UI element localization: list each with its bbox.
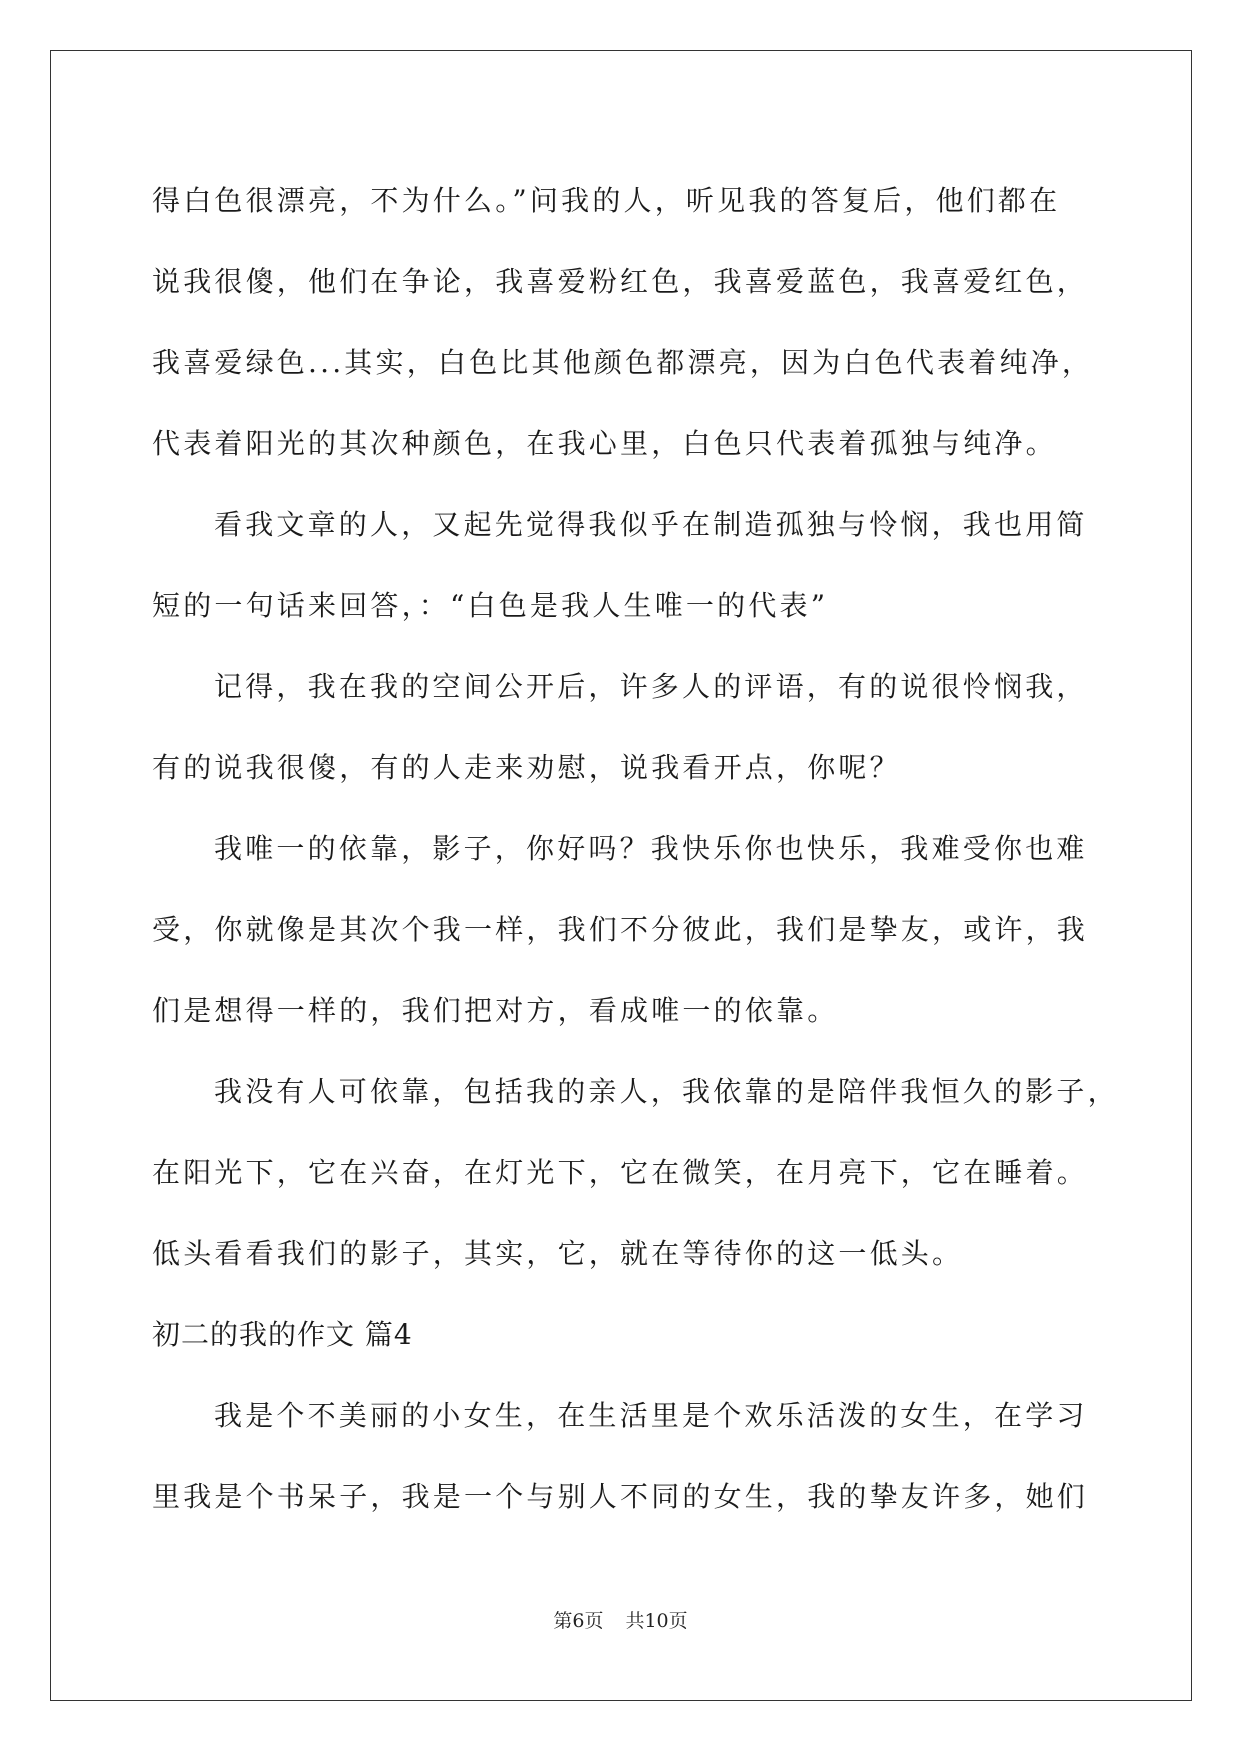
text-line: 们是想得一样的，我们把对方，看成唯一的依靠。 — [152, 994, 839, 1027]
text-line: 看我文章的人，又起先觉得我似乎在制造孤独与怜悯，我也用简 — [214, 508, 1088, 541]
page-footer — [0, 1606, 1241, 1633]
section-heading: 初二的我的作文 篇4 — [152, 1318, 413, 1351]
text-line: 我是个不美丽的小女生，在生活里是个欢乐活泼的女生，在学习 — [214, 1399, 1088, 1432]
text-line: 受，你就像是其次个我一样，我们不分彼此，我们是挚友，或许，我 — [152, 913, 1089, 946]
text-line: 得白色很漂亮，不为什么。”问我的人，听见我的答复后，他们都在 — [152, 184, 1061, 217]
text-line: 在阳光下，它在兴奋，在灯光下，它在微笑，在月亮下，它在睡着。 — [152, 1156, 1089, 1189]
text-line: 短的一句话来回答，：“白色是我人生唯一的代表” — [152, 589, 829, 622]
text-line: 我没有人可依靠，包括我的亲人，我依靠的是陪伴我恒久的影子， — [214, 1075, 1119, 1108]
page-total: 共10页 — [625, 1610, 688, 1632]
document-body — [152, 160, 1119, 1537]
text-line: 我喜爱绿色...其实，白色比其他颜色都漂亮，因为白色代表着纯净， — [152, 346, 1094, 379]
text-line: 低头看看我们的影子，其实，它，就在等待你的这一低头。 — [152, 1237, 964, 1270]
page-number: 第6页 — [553, 1610, 604, 1632]
text-line: 记得，我在我的空间公开后，许多人的评语，有的说很怜悯我， — [214, 670, 1088, 703]
text-line: 里我是个书呆子，我是一个与别人不同的女生，我的挚友许多，她们 — [152, 1480, 1089, 1513]
text-line: 我唯一的依靠，影子，你好吗？我快乐你也快乐，我难受你也难 — [214, 832, 1088, 865]
text-line: 说我很傻，他们在争论，我喜爱粉红色，我喜爱蓝色，我喜爱红色， — [152, 265, 1089, 298]
text-line: 有的说我很傻，有的人走来劝慰，说我看开点，你呢？ — [152, 751, 901, 784]
text-line: 代表着阳光的其次种颜色，在我心里，白色只代表着孤独与纯净。 — [152, 427, 1057, 460]
